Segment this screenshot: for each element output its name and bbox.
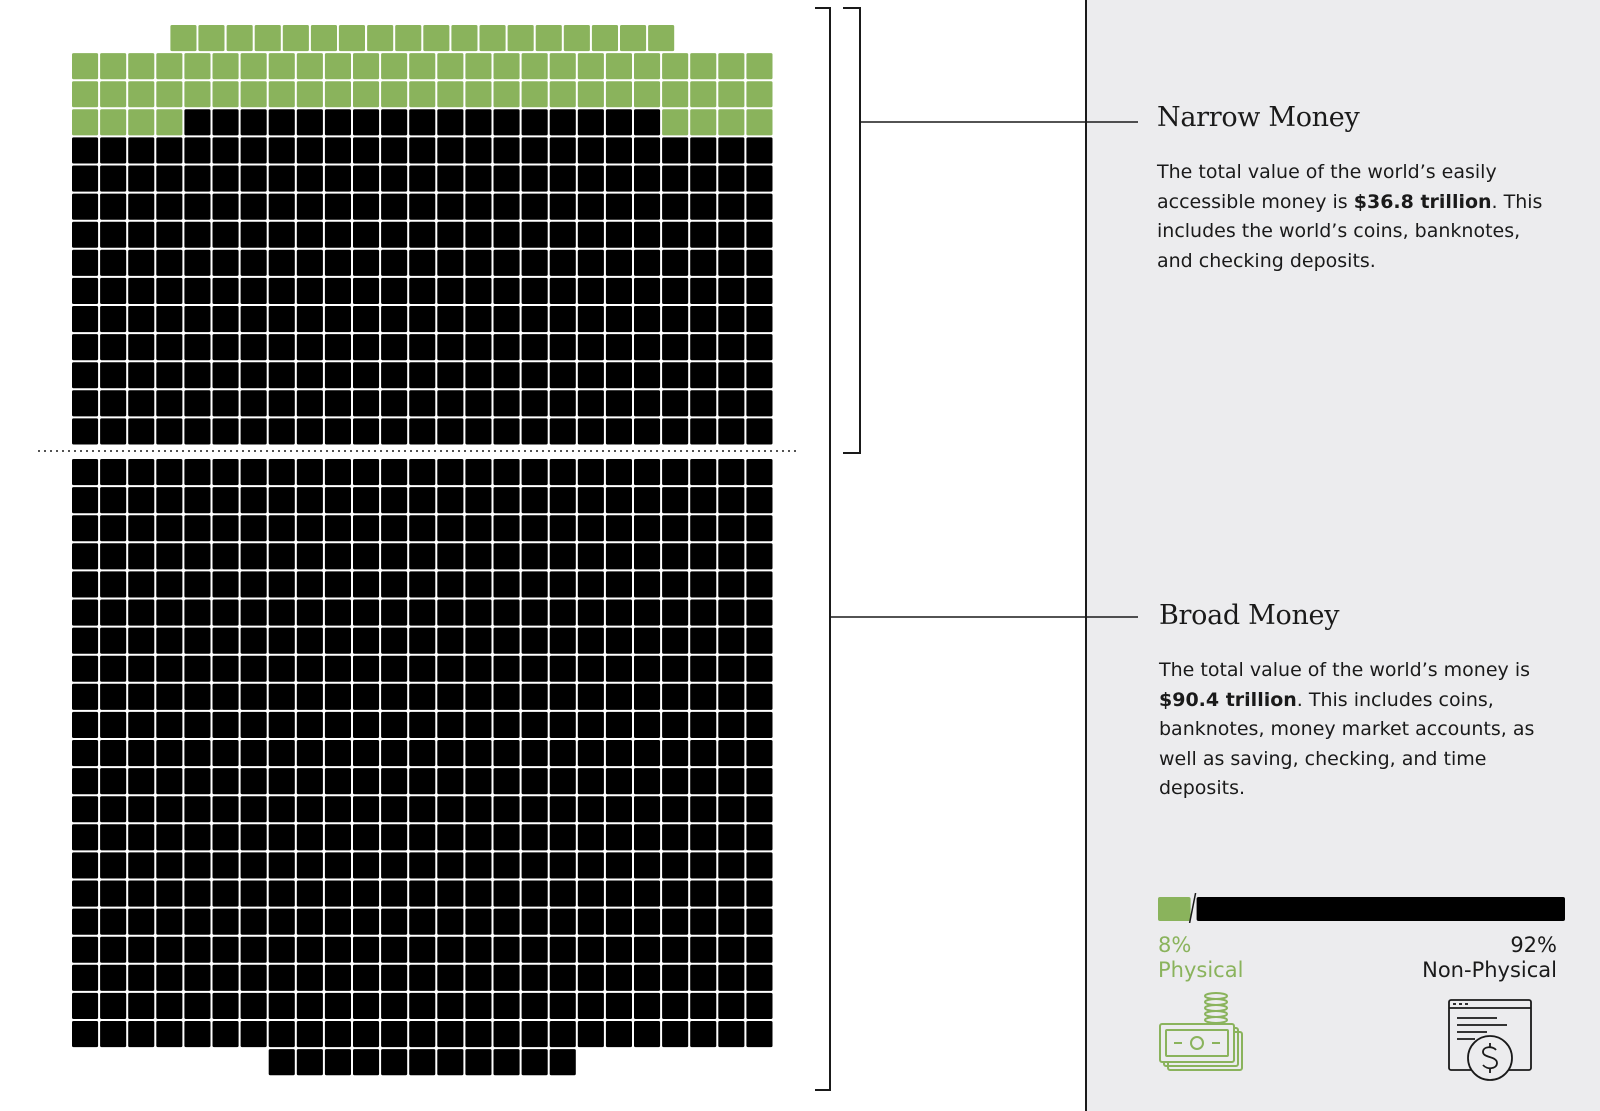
- physical-pct-label: [1158, 933, 1243, 983]
- nonphysical-pct: 92%: [1510, 933, 1557, 957]
- narrow-desc-prefix: The total value of the world’s easily accessible money is: [1157, 161, 1497, 213]
- narrow-money-title: Narrow Money: [1157, 102, 1360, 133]
- physical-pct: 8%: [1158, 933, 1192, 957]
- broad-desc-suffix: . This includes coins, banknotes, money market accounts, as well as saving, checking, and time deposits.: [1159, 688, 1535, 799]
- cash-stack-icon: [1158, 990, 1248, 1080]
- digital-dollar-icon: [1447, 998, 1535, 1086]
- broad-money-description: [1159, 656, 1549, 804]
- physical-label: Physical: [1158, 958, 1244, 982]
- nonphysical-label: Non-Physical: [1422, 958, 1557, 982]
- broad-desc-prefix: The total value of the world’s money is: [1159, 659, 1530, 681]
- narrow-amount: $36.8 trillion: [1353, 190, 1492, 213]
- physical-split-bar: [1158, 893, 1565, 923]
- broad-amount: $90.4 trillion: [1159, 688, 1297, 711]
- nonphysical-segment: [1197, 897, 1565, 921]
- physical-segment: [1158, 897, 1191, 921]
- broad-money-title: Broad Money: [1159, 600, 1340, 631]
- nonphysical-pct-label: [1422, 933, 1557, 983]
- narrow-money-description: [1157, 158, 1547, 276]
- narrow-desc-suffix: . This includes the world’s coins, banknotes, and checking deposits.: [1157, 190, 1543, 272]
